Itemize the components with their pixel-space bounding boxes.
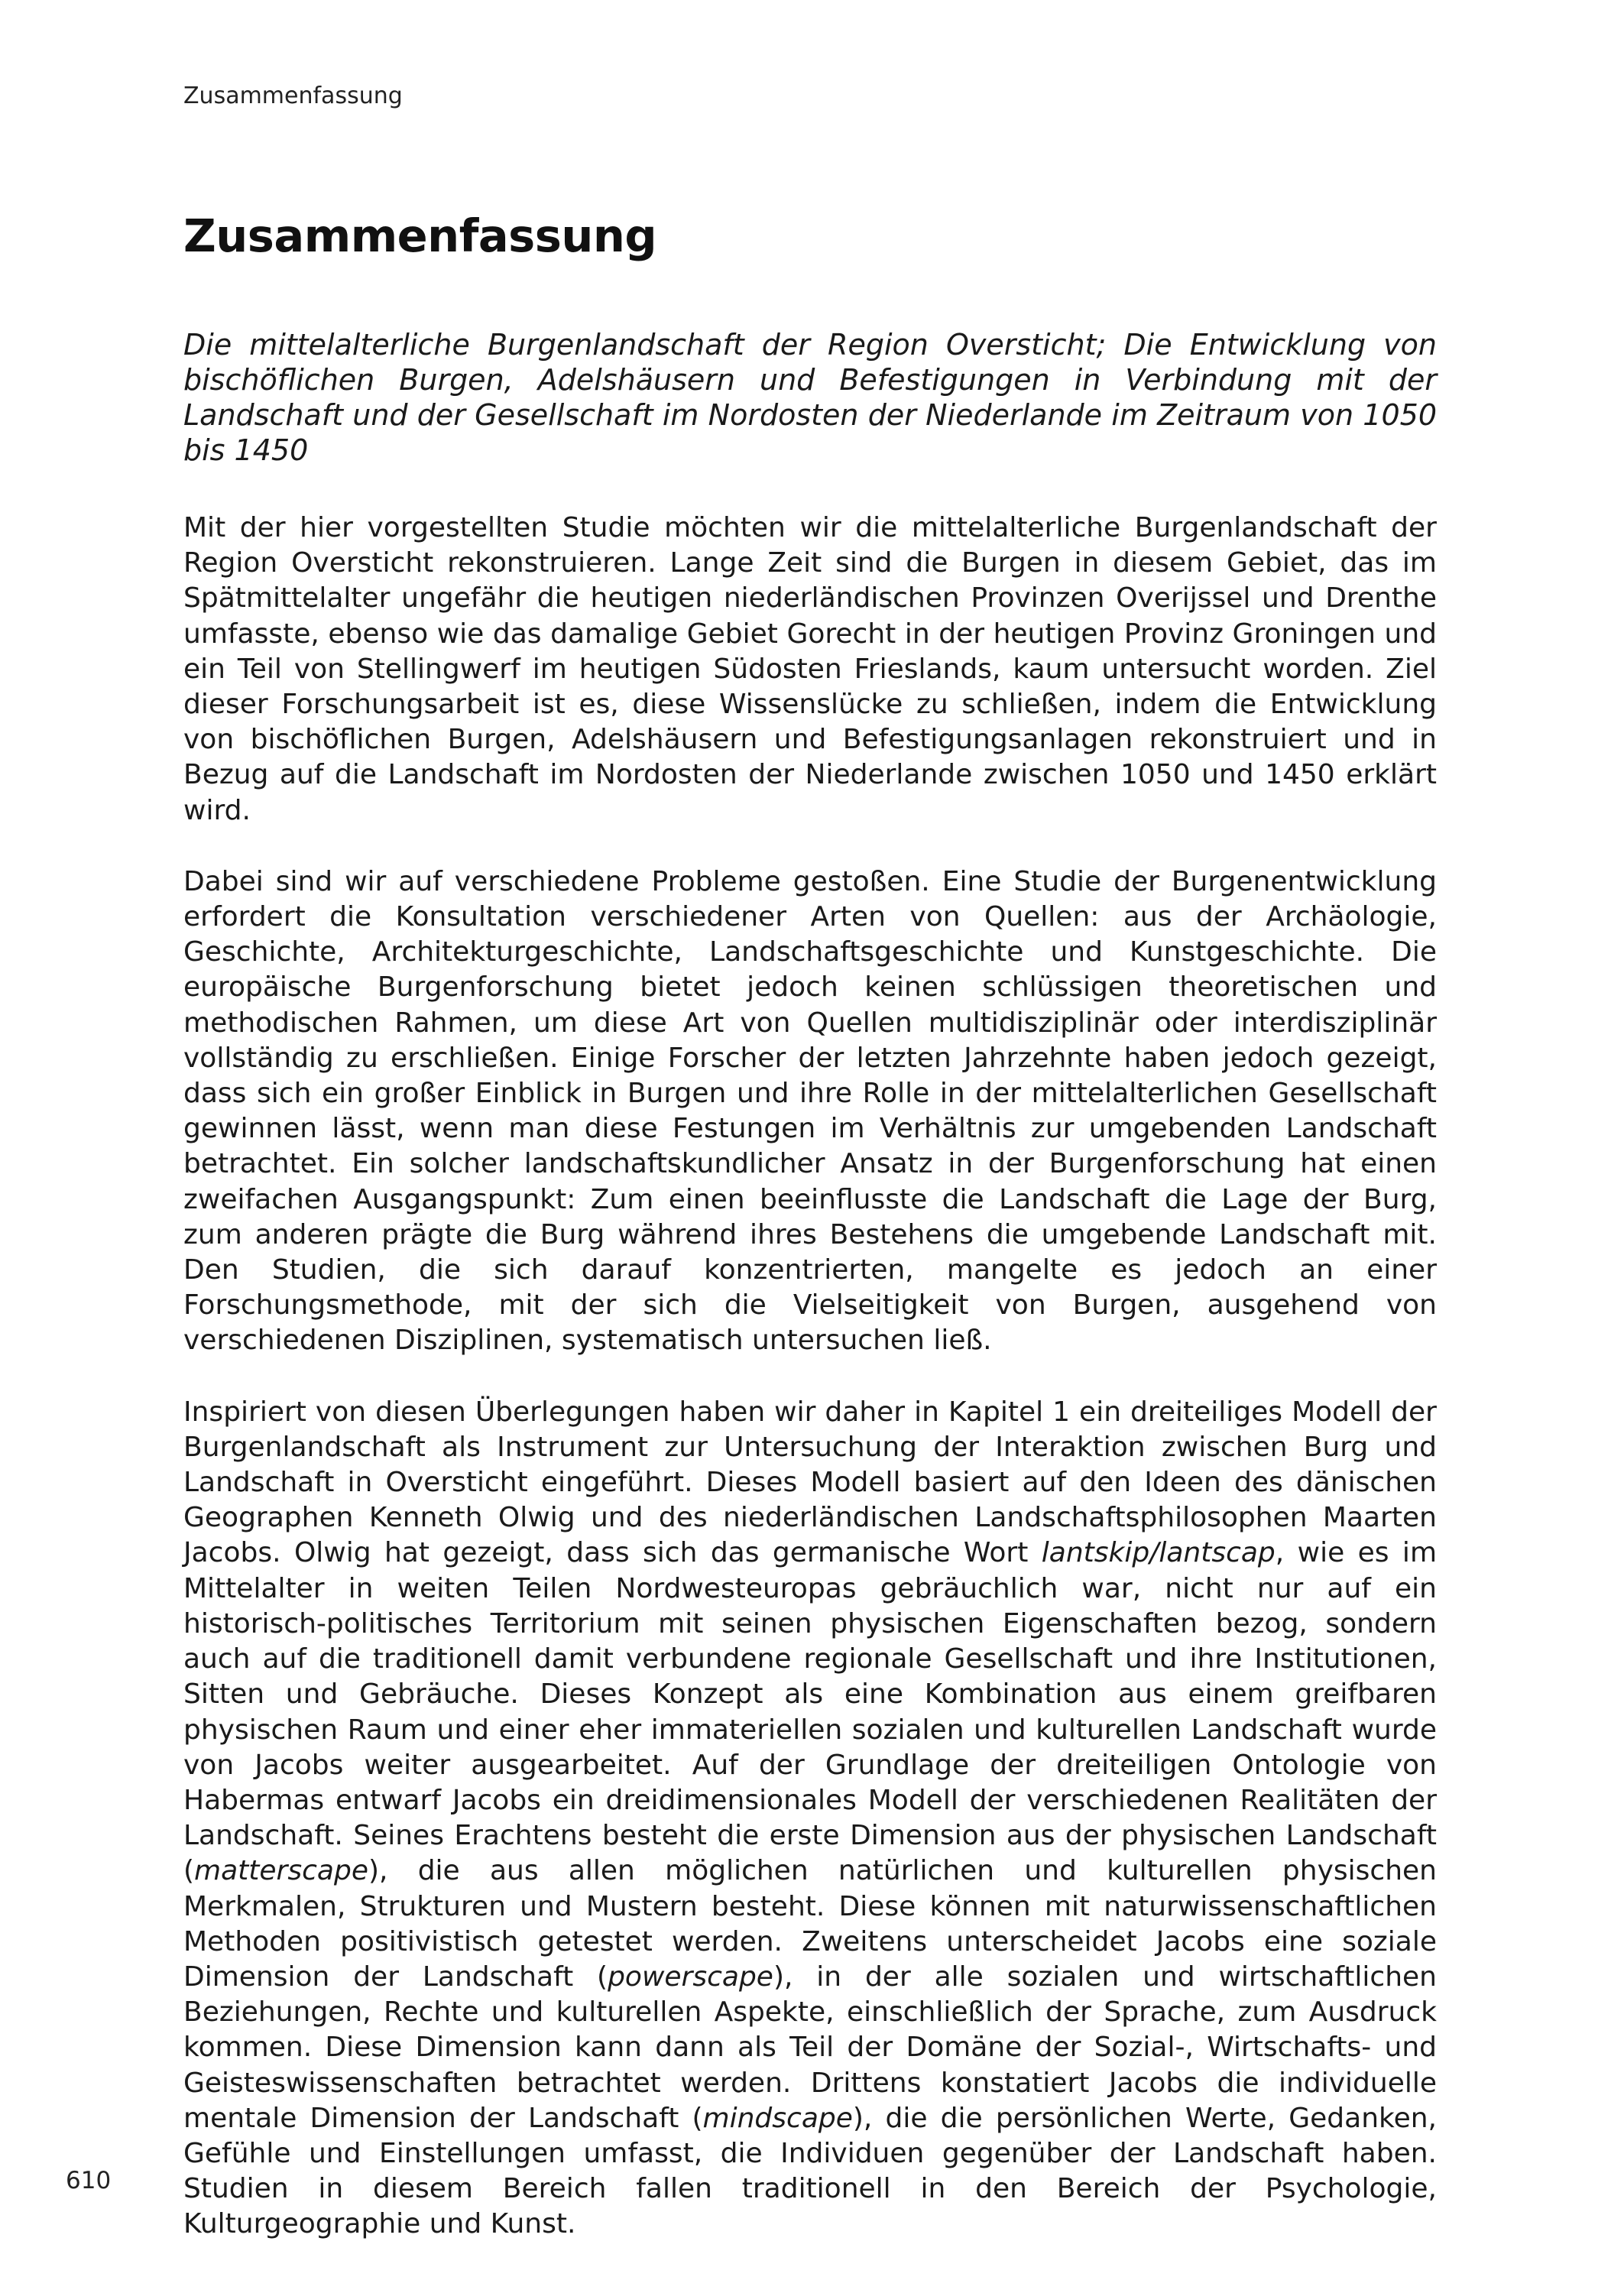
text-run: ), die aus allen möglichen natürlichen und kulturellen physischen Merkmalen, Strukturen und Mustern besteht. Diese können mit naturwissenschaftlichen Methoden positivistisch getestet werden. Zweitens unterscheidet Jacobs eine soziale Dimension der Landschaft ( — [183, 1855, 1437, 1993]
italic-term: lantskip/lantscap — [1041, 1537, 1276, 1569]
text-run: Mit der hier vorgestellten Studie möchten wir die mittelalterliche Burgenlandschaft der Region Oversticht rekonstruieren. Lange Zeit sind die Burgen in diesem Gebiet, das im Spätmittelalter ungefähr die heutigen niederländischen Provinzen Overijssel und Drenthe umfasste, ebenso wie das damalige Gebiet Gorecht in der heutigen Provinz Groningen und ein Teil von Stellingwerf im heutigen Südosten Frieslands, kaum untersucht worden. Ziel dieser Forschungsarbeit ist es, diese Wissenslücke zu schließen, indem die Entwicklung von bischöflichen Burgen, Adelshäusern und Befestigungsanlagen rekonstruiert und in Bezug auf die Landschaft im Nordosten der Niederlande zwischen 1050 und 1450 erklärt wird. — [183, 512, 1437, 826]
running-head: Zusammenfassung — [183, 83, 403, 109]
italic-term: powerscape — [608, 1961, 773, 1993]
subtitle: Die mittelalterliche Burgenlandschaft der Region Oversticht; Die Entwicklung von bischöflichen Burgen, Adelshäusern und Befestigungen in Verbindung mit der Landschaft und der Gesellschaft im Nordosten der Niederlande im Zeitraum von 1050 bis 1450 — [183, 328, 1437, 467]
text-run: Dabei sind wir auf verschiedene Probleme gestoßen. Eine Studie der Burgenentwicklung erfordert die Konsultation verschiedener Arten von Quellen: aus der Archäologie, Geschichte, Architekturgeschichte, Landschaftsgeschichte und Kunstgeschichte. Die europäische Burgenforschung bietet jedoch keinen schlüssigen theoretischen und methodischen Rahmen, um diese Art von Quellen multidisziplinär oder interdisziplinär vollständig zu erschließen. Einige Forscher der letzten Jahrzehnte haben jedoch gezeigt, dass sich ein großer Einblick in Burgen und ihre Rolle in der mittelalterlichen Gesellschaft gewinnen lässt, wenn man diese Festungen im Verhältnis zur umgebenden Landschaft betrachtet. Ein solcher landschaftskundlicher Ansatz in der Burgenforschung hat einen zweifachen Ausgangspunkt: Zum einen beeinflusste die Landschaft die Lage der Burg, zum anderen prägte die Burg während ihres Bestehens die umgebende Landschaft mit. Den Studien, die sich darauf konzentrierten, mangelte es jedoch an einer Forschungsmethode, mit der sich die Vielseitigkeit von Burgen, ausgehend von verschiedenen Disziplinen, systematisch untersuchen ließ. — [183, 865, 1437, 1357]
italic-term: mindscape — [702, 2102, 853, 2134]
text-run: Inspiriert von diesen Überlegungen haben wir daher in Kapitel 1 ein dreiteiliges Modell der Burgenlandschaft als Instrument zur Untersuchung der Interaktion zwischen Burg und Landschaft in Oversticht eingeführt. Dieses Modell basiert auf den Ideen des dänischen Geographen Kenneth Olwig und des niederländischen Landschaftsphilosophen Maarten Jacobs. Olwig hat gezeigt, dass sich das germanische Wort — [183, 1396, 1437, 1569]
text-run: ), in der alle sozialen und wirtschaftlichen Beziehungen, Rechte und kulturellen Aspekte, einschließlich der Sprache, zum Ausdruck kommen. Diese Dimension kann dann als Teil der Domäne der Sozial-, Wirtschafts- und Geisteswissenschaften betrachtet werden. Drittens konstatiert Jacobs die individuelle mentale Dimension der Landschaft ( — [183, 1961, 1437, 2134]
page-title: Zusammenfassung — [183, 209, 657, 262]
page-number: 610 — [66, 2167, 112, 2194]
text-run: ), die die persönlichen Werte, Gedanken, Gefühle und Einstellungen umfasst, die Individuen gegenüber der Landschaft haben. Studien in diesem Bereich fallen traditionell in den Bereich der Psychologie, Kulturgeographie und Kunst. — [183, 2102, 1437, 2240]
body-paragraph — [183, 1395, 1437, 2243]
main-content — [183, 327, 1437, 2243]
text-run: , wie es im Mittelalter in weiten Teilen Nordwesteuropas gebräuchlich war, nicht nur auf ein historisch-politisches Territorium mit seinen physischen Eigenschaften bezog, sondern auch auf die traditionell damit verbundene regionale Gesellschaft und ihre Institutionen, Sitten und Gebräuche. Dieses Konzept als eine Kombination aus einem greifbaren physischen Raum und einer eher immateriellen sozialen und kulturellen Landschaft wurde von Jacobs weiter ausgearbeitet. Auf der Grundlage der dreiteiligen Ontologie von Habermas entwarf Jacobs ein dreidimensionales Modell der verschiedenen Realitäten der Landschaft. Seines Erachtens besteht die erste Dimension aus der physischen Landschaft ( — [183, 1537, 1438, 1887]
italic-term: matterscape — [194, 1855, 368, 1887]
body-paragraph — [183, 864, 1437, 1359]
body-text — [183, 511, 1437, 2243]
body-paragraph — [183, 511, 1437, 829]
